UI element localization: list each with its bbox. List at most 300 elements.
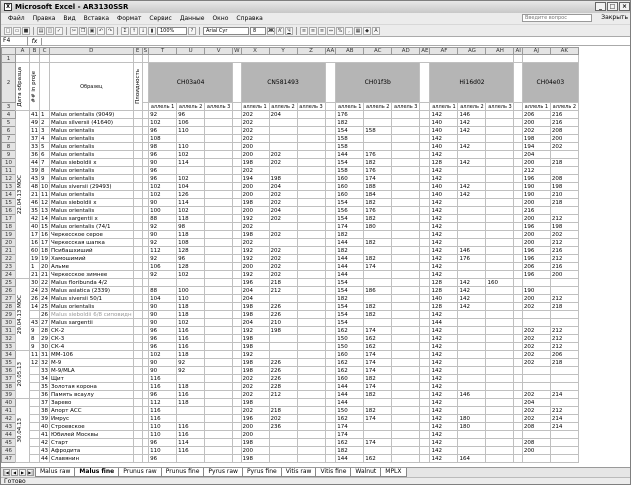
allele-cell[interactable] <box>458 167 486 175</box>
allele-cell[interactable] <box>205 287 233 295</box>
cell[interactable] <box>233 159 241 167</box>
allele-cell[interactable] <box>458 319 486 327</box>
allele-cell[interactable] <box>550 439 578 447</box>
sample-name-cell[interactable]: Щит <box>50 375 134 383</box>
borders-icon[interactable]: ▦ <box>355 27 361 34</box>
cell[interactable] <box>514 407 522 415</box>
cell[interactable] <box>325 367 336 375</box>
cell[interactable] <box>514 223 522 231</box>
allele-cell[interactable]: 208 <box>522 439 550 447</box>
cell[interactable] <box>233 191 241 199</box>
cell[interactable] <box>325 159 336 167</box>
cell[interactable] <box>514 271 522 279</box>
allele-cell[interactable] <box>486 447 514 455</box>
index-cell[interactable]: 21 <box>41 271 48 278</box>
allele-cell[interactable] <box>269 399 297 407</box>
allele-cell[interactable] <box>269 343 297 351</box>
allele-cell[interactable] <box>458 359 486 367</box>
thousands-icon[interactable]: , <box>345 27 353 35</box>
project-number-cell[interactable]: 1 <box>30 263 40 271</box>
cell[interactable] <box>233 327 241 335</box>
cell[interactable] <box>233 391 241 399</box>
allele-cell[interactable]: 200 <box>241 151 269 159</box>
allele-cell[interactable] <box>486 135 514 143</box>
row-header[interactable]: 7 <box>2 135 16 143</box>
ploidy-cell[interactable] <box>133 391 142 399</box>
cell[interactable] <box>325 247 336 255</box>
index-cell[interactable]: 14 <box>41 215 48 222</box>
project-number-cell[interactable]: 40 <box>31 223 38 230</box>
allele-cell[interactable]: 182 <box>336 231 364 239</box>
allele-cell[interactable]: 174 <box>336 223 364 231</box>
index-cell[interactable]: 16 <box>41 231 48 238</box>
allele-cell[interactable]: 142 <box>430 135 458 143</box>
allele-cell[interactable]: 142 <box>458 279 486 287</box>
row-header[interactable]: 15 <box>2 199 16 207</box>
column-header[interactable]: AC <box>364 48 392 55</box>
allele-cell[interactable]: 198 <box>241 335 269 343</box>
cell[interactable] <box>420 111 430 119</box>
allele-cell[interactable]: 182 <box>364 199 392 207</box>
allele-cell[interactable]: 128 <box>177 247 205 255</box>
allele-cell[interactable] <box>297 207 325 215</box>
allele-cell[interactable]: 118 <box>177 215 205 223</box>
cell[interactable] <box>420 303 430 311</box>
allele-cell[interactable]: 192 <box>241 351 269 359</box>
ploidy-cell[interactable] <box>133 159 142 167</box>
allele-cell[interactable]: 96 <box>149 327 177 335</box>
cell[interactable] <box>420 415 430 423</box>
redo-icon[interactable]: ↷ <box>107 27 113 34</box>
index-cell[interactable]: 22 <box>41 279 48 286</box>
allele-cell[interactable]: 202 <box>269 415 297 423</box>
cell[interactable] <box>325 359 336 367</box>
row-header[interactable]: 45 <box>2 439 16 447</box>
cell[interactable] <box>325 327 336 335</box>
allele-cell[interactable] <box>486 143 514 151</box>
ploidy-cell[interactable] <box>133 151 142 159</box>
index-cell[interactable]: 11 <box>41 191 48 198</box>
allele-cell[interactable]: 116 <box>149 383 177 391</box>
cell[interactable] <box>420 367 430 375</box>
allele-cell[interactable]: 198 <box>241 367 269 375</box>
cell[interactable] <box>420 271 430 279</box>
cell[interactable] <box>514 295 522 303</box>
allele-cell[interactable]: 106 <box>177 119 205 127</box>
allele-cell[interactable] <box>269 351 297 359</box>
allele-cell[interactable]: 158 <box>336 167 364 175</box>
index-cell[interactable]: 4 <box>40 135 50 143</box>
row-header[interactable]: 4 <box>2 111 16 119</box>
allele-cell[interactable]: 142 <box>430 351 458 359</box>
allele-cell[interactable] <box>392 191 420 199</box>
sample-name-cell[interactable]: ММ-106 <box>50 351 134 359</box>
ploidy-cell[interactable] <box>133 239 142 247</box>
allele-cell[interactable] <box>392 303 420 311</box>
allele-cell[interactable] <box>392 183 420 191</box>
sample-name-cell[interactable]: Черкесская шапка <box>50 239 134 247</box>
cell[interactable] <box>514 111 522 119</box>
project-number-cell[interactable]: 9 <box>30 327 40 335</box>
column-header[interactable]: E <box>133 48 142 55</box>
allele-cell[interactable] <box>550 311 578 319</box>
allele-cell[interactable]: 102 <box>149 191 177 199</box>
allele-cell[interactable]: 202 <box>522 415 550 423</box>
allele-cell[interactable]: 128 <box>430 279 458 287</box>
allele-cell[interactable]: 182 <box>364 239 392 247</box>
allele-cell[interactable] <box>205 311 233 319</box>
allele-cell[interactable]: 142 <box>430 175 458 183</box>
cell[interactable] <box>50 55 134 63</box>
allele-cell[interactable]: 202 <box>241 383 269 391</box>
allele-cell[interactable]: 98 <box>149 143 177 151</box>
cell[interactable] <box>514 239 522 247</box>
allele-cell[interactable]: 190 <box>522 183 550 191</box>
save-icon[interactable]: ■ <box>23 27 29 34</box>
allele-cell[interactable] <box>486 423 514 431</box>
allele-cell[interactable]: 158 <box>336 143 364 151</box>
allele-cell[interactable]: 182 <box>364 391 392 399</box>
allele-cell[interactable] <box>269 143 297 151</box>
sheet-tab[interactable]: Walnut <box>350 468 381 477</box>
index-cell[interactable]: 34 <box>41 375 48 382</box>
sample-name-cell[interactable]: Malus sieboldii x <box>50 199 134 207</box>
index-cell[interactable]: 35 <box>41 383 48 390</box>
allele-cell[interactable] <box>297 111 325 119</box>
menu-item[interactable]: Сервис <box>149 15 172 22</box>
allele-cell[interactable] <box>392 223 420 231</box>
allele-cell[interactable] <box>269 335 297 343</box>
allele-cell[interactable]: 96 <box>149 455 177 463</box>
allele-cell[interactable] <box>177 375 205 383</box>
allele-cell[interactable]: 162 <box>336 415 364 423</box>
row-header[interactable]: 38 <box>2 383 16 391</box>
allele-cell[interactable]: 142 <box>430 215 458 223</box>
allele-cell[interactable] <box>486 215 514 223</box>
allele-cell[interactable] <box>205 383 233 391</box>
cell[interactable] <box>514 383 522 391</box>
ploidy-cell[interactable] <box>133 183 142 191</box>
allele-cell[interactable] <box>522 319 550 327</box>
ploidy-cell[interactable] <box>133 351 142 359</box>
allele-cell[interactable]: 214 <box>550 391 578 399</box>
allele-cell[interactable]: 90 <box>149 319 177 327</box>
allele-cell[interactable]: 200 <box>522 231 550 239</box>
allele-cell[interactable]: 90 <box>149 311 177 319</box>
cell[interactable] <box>233 415 241 423</box>
sample-name-cell[interactable]: Апорт АСС <box>50 407 134 415</box>
allele-cell[interactable]: 226 <box>269 367 297 375</box>
allele-cell[interactable]: 144 <box>336 383 364 391</box>
allele-cell[interactable]: 140 <box>430 183 458 191</box>
ploidy-cell[interactable] <box>133 295 142 303</box>
allele-cell[interactable]: 198 <box>241 303 269 311</box>
allele-cell[interactable] <box>392 367 420 375</box>
row-header[interactable]: 26 <box>2 287 16 295</box>
allele-cell[interactable] <box>205 231 233 239</box>
merge-icon[interactable]: ⇔ <box>328 27 334 34</box>
project-number-cell[interactable] <box>30 367 40 375</box>
row-header[interactable]: 11 <box>2 167 16 175</box>
allele-cell[interactable] <box>364 295 392 303</box>
open-icon[interactable]: ▭ <box>14 27 20 34</box>
allele-cell[interactable] <box>297 287 325 295</box>
sample-name-cell[interactable]: Malus orientalis <box>50 167 134 175</box>
allele-cell[interactable]: 196 <box>241 415 269 423</box>
project-number-cell[interactable]: 36 <box>31 151 38 158</box>
italic-icon[interactable]: К <box>276 27 284 35</box>
cell[interactable] <box>325 231 336 239</box>
ploidy-cell[interactable] <box>133 447 142 455</box>
allele-cell[interactable]: 146 <box>458 247 486 255</box>
allele-cell[interactable] <box>550 207 578 215</box>
chart-icon[interactable]: ▮ <box>148 27 156 35</box>
row-header[interactable]: 24 <box>2 271 16 279</box>
allele-cell[interactable] <box>486 151 514 159</box>
menu-item[interactable]: Вставка <box>83 15 110 22</box>
allele-cell[interactable] <box>392 351 420 359</box>
cell[interactable] <box>325 207 336 215</box>
allele-cell[interactable]: 202 <box>269 215 297 223</box>
allele-cell[interactable] <box>205 199 233 207</box>
allele-cell[interactable]: 194 <box>241 175 269 183</box>
allele-cell[interactable]: 198 <box>241 231 269 239</box>
allele-cell[interactable] <box>297 127 325 135</box>
allele-cell[interactable]: 142 <box>430 399 458 407</box>
allele-cell[interactable]: 202 <box>269 231 297 239</box>
allele-cell[interactable] <box>486 263 514 271</box>
sample-name-cell[interactable]: Хамошимий <box>50 255 134 263</box>
sample-name-cell[interactable]: Имрус <box>50 415 134 423</box>
ploidy-cell[interactable] <box>133 175 142 183</box>
cell[interactable] <box>420 231 430 239</box>
cell[interactable] <box>325 439 336 447</box>
allele-cell[interactable]: 116 <box>177 447 205 455</box>
cell[interactable] <box>420 455 430 463</box>
cell[interactable] <box>514 319 522 327</box>
cell[interactable] <box>233 303 241 311</box>
ploidy-cell[interactable] <box>133 215 142 223</box>
sample-name-cell[interactable]: Malus sieboldii x <box>50 159 134 167</box>
allele-cell[interactable]: 142 <box>430 151 458 159</box>
allele-cell[interactable] <box>205 151 233 159</box>
row-header[interactable]: 6 <box>2 127 16 135</box>
allele-cell[interactable]: 236 <box>269 423 297 431</box>
cell[interactable] <box>233 63 241 103</box>
help-icon[interactable]: ? <box>188 27 196 35</box>
allele-cell[interactable] <box>550 167 578 175</box>
index-cell[interactable]: 5 <box>40 143 50 151</box>
allele-cell[interactable]: 162 <box>364 455 392 463</box>
allele-cell[interactable] <box>486 255 514 263</box>
allele-cell[interactable]: 150 <box>336 407 364 415</box>
allele-cell[interactable] <box>550 367 578 375</box>
last-sheet-icon[interactable]: ▶| <box>28 470 33 475</box>
allele-cell[interactable]: 142 <box>458 119 486 127</box>
project-number-cell[interactable]: 41 <box>31 111 38 118</box>
allele-cell[interactable]: 174 <box>364 175 392 183</box>
allele-cell[interactable]: 182 <box>336 447 364 455</box>
allele-cell[interactable]: 88 <box>149 215 177 223</box>
allele-cell[interactable]: 202 <box>269 255 297 263</box>
allele-cell[interactable]: 96 <box>149 167 177 175</box>
ploidy-cell[interactable] <box>133 207 142 215</box>
allele-cell[interactable]: 204 <box>269 111 297 119</box>
allele-cell[interactable] <box>392 455 420 463</box>
autosum-icon[interactable]: Σ <box>121 27 129 35</box>
allele-cell[interactable]: 144 <box>336 239 364 247</box>
menu-item[interactable]: Вид <box>63 15 76 22</box>
allele-cell[interactable]: 204 <box>241 295 269 303</box>
allele-cell[interactable] <box>392 199 420 207</box>
undo-icon[interactable]: ↶ <box>98 27 104 34</box>
allele-cell[interactable]: 202 <box>522 127 550 135</box>
sample-name-cell[interactable]: СК-3 <box>50 335 134 343</box>
cell[interactable] <box>514 327 522 335</box>
allele-cell[interactable]: 202 <box>522 407 550 415</box>
allele-cell[interactable] <box>392 415 420 423</box>
cell[interactable] <box>233 223 241 231</box>
allele-cell[interactable]: 174 <box>364 383 392 391</box>
cell[interactable] <box>325 167 336 175</box>
cell[interactable] <box>233 383 241 391</box>
allele-cell[interactable]: 96 <box>149 127 177 135</box>
cell[interactable] <box>233 207 241 215</box>
menu-item[interactable]: Формат <box>117 15 142 22</box>
allele-cell[interactable]: 142 <box>430 199 458 207</box>
allele-cell[interactable] <box>522 431 550 439</box>
column-header[interactable]: U <box>177 48 205 55</box>
index-cell[interactable]: 28 <box>41 327 48 334</box>
allele-cell[interactable] <box>297 359 325 367</box>
allele-cell[interactable] <box>392 407 420 415</box>
allele-cell[interactable]: 202 <box>241 167 269 175</box>
allele-cell[interactable]: 142 <box>430 407 458 415</box>
allele-cell[interactable]: 102 <box>149 351 177 359</box>
index-cell[interactable]: 13 <box>41 207 48 214</box>
allele-cell[interactable] <box>486 399 514 407</box>
allele-cell[interactable] <box>486 271 514 279</box>
allele-cell[interactable]: 160 <box>336 375 364 383</box>
allele-cell[interactable]: 142 <box>430 247 458 255</box>
allele-cell[interactable]: 142 <box>458 287 486 295</box>
allele-cell[interactable] <box>550 151 578 159</box>
cell[interactable] <box>233 399 241 407</box>
cell[interactable] <box>420 359 430 367</box>
column-header[interactable]: X <box>241 48 269 55</box>
column-header[interactable]: AK <box>550 48 578 55</box>
allele-cell[interactable]: 202 <box>241 111 269 119</box>
allele-cell[interactable] <box>297 295 325 303</box>
cell[interactable] <box>420 423 430 431</box>
allele-cell[interactable]: 96 <box>149 439 177 447</box>
allele-cell[interactable]: 164 <box>458 455 486 463</box>
project-number-cell[interactable]: 44 <box>31 159 38 166</box>
allele-cell[interactable] <box>205 191 233 199</box>
allele-cell[interactable]: 96 <box>177 255 205 263</box>
allele-cell[interactable]: 92 <box>177 359 205 367</box>
cell[interactable] <box>233 439 241 447</box>
allele-cell[interactable]: 140 <box>430 127 458 135</box>
allele-cell[interactable] <box>205 279 233 287</box>
allele-cell[interactable]: 140 <box>430 119 458 127</box>
allele-cell[interactable] <box>205 415 233 423</box>
allele-cell[interactable]: 116 <box>149 407 177 415</box>
allele-cell[interactable]: 218 <box>550 159 578 167</box>
column-header[interactable]: Y <box>269 48 297 55</box>
sample-name-cell[interactable]: Афродита <box>50 447 134 455</box>
cell[interactable] <box>420 343 430 351</box>
allele-cell[interactable]: 176 <box>364 167 392 175</box>
allele-cell[interactable] <box>269 455 297 463</box>
project-number-cell[interactable]: 33 <box>31 143 38 150</box>
allele-cell[interactable]: 154 <box>336 199 364 207</box>
allele-cell[interactable] <box>205 183 233 191</box>
allele-cell[interactable]: 142 <box>458 295 486 303</box>
row-header[interactable]: 47 <box>2 455 16 463</box>
preview-icon[interactable]: ◫ <box>47 27 53 34</box>
allele-cell[interactable]: 112 <box>149 247 177 255</box>
allele-cell[interactable]: 174 <box>364 415 392 423</box>
allele-cell[interactable]: 90 <box>149 367 177 375</box>
allele-cell[interactable] <box>486 407 514 415</box>
allele-cell[interactable]: 204 <box>522 151 550 159</box>
sample-name-cell[interactable]: Malus orientalis <box>50 143 134 151</box>
cell[interactable] <box>420 447 430 455</box>
allele-cell[interactable]: 176 <box>336 111 364 119</box>
allele-cell[interactable] <box>297 431 325 439</box>
allele-cell[interactable] <box>297 215 325 223</box>
spellcheck-icon[interactable]: ✓ <box>56 27 62 34</box>
allele-cell[interactable]: 200 <box>550 135 578 143</box>
sample-name-cell[interactable]: Зарево <box>50 399 134 407</box>
allele-cell[interactable] <box>392 215 420 223</box>
allele-cell[interactable] <box>269 239 297 247</box>
allele-cell[interactable]: 100 <box>149 207 177 215</box>
cell[interactable] <box>514 423 522 431</box>
allele-cell[interactable]: 150 <box>336 335 364 343</box>
allele-cell[interactable] <box>392 375 420 383</box>
allele-cell[interactable]: 116 <box>177 327 205 335</box>
cell[interactable] <box>420 399 430 407</box>
cell[interactable] <box>233 175 241 183</box>
allele-cell[interactable]: 114 <box>177 199 205 207</box>
allele-cell[interactable] <box>205 159 233 167</box>
allele-cell[interactable]: 96 <box>177 111 205 119</box>
index-cell[interactable]: 20 <box>41 263 48 270</box>
column-header[interactable]: AJ <box>522 48 550 55</box>
allele-cell[interactable]: 142 <box>430 343 458 351</box>
sample-name-cell[interactable]: Malus sargentii <box>50 319 134 327</box>
column-header[interactable]: W <box>234 48 240 54</box>
cell[interactable] <box>233 263 241 271</box>
allele-cell[interactable] <box>364 399 392 407</box>
allele-cell[interactable] <box>205 335 233 343</box>
allele-cell[interactable] <box>458 311 486 319</box>
allele-cell[interactable]: 202 <box>522 327 550 335</box>
allele-cell[interactable]: 200 <box>522 447 550 455</box>
allele-cell[interactable]: 142 <box>430 167 458 175</box>
cell[interactable] <box>233 431 241 439</box>
allele-cell[interactable]: 142 <box>430 231 458 239</box>
row-header[interactable]: 20 <box>2 239 16 247</box>
allele-cell[interactable]: 144 <box>336 151 364 159</box>
allele-cell[interactable]: 110 <box>149 431 177 439</box>
ploidy-cell[interactable] <box>133 223 142 231</box>
allele-cell[interactable]: 206 <box>522 263 550 271</box>
index-cell[interactable]: 17 <box>41 239 48 246</box>
allele-cell[interactable]: 114 <box>177 159 205 167</box>
